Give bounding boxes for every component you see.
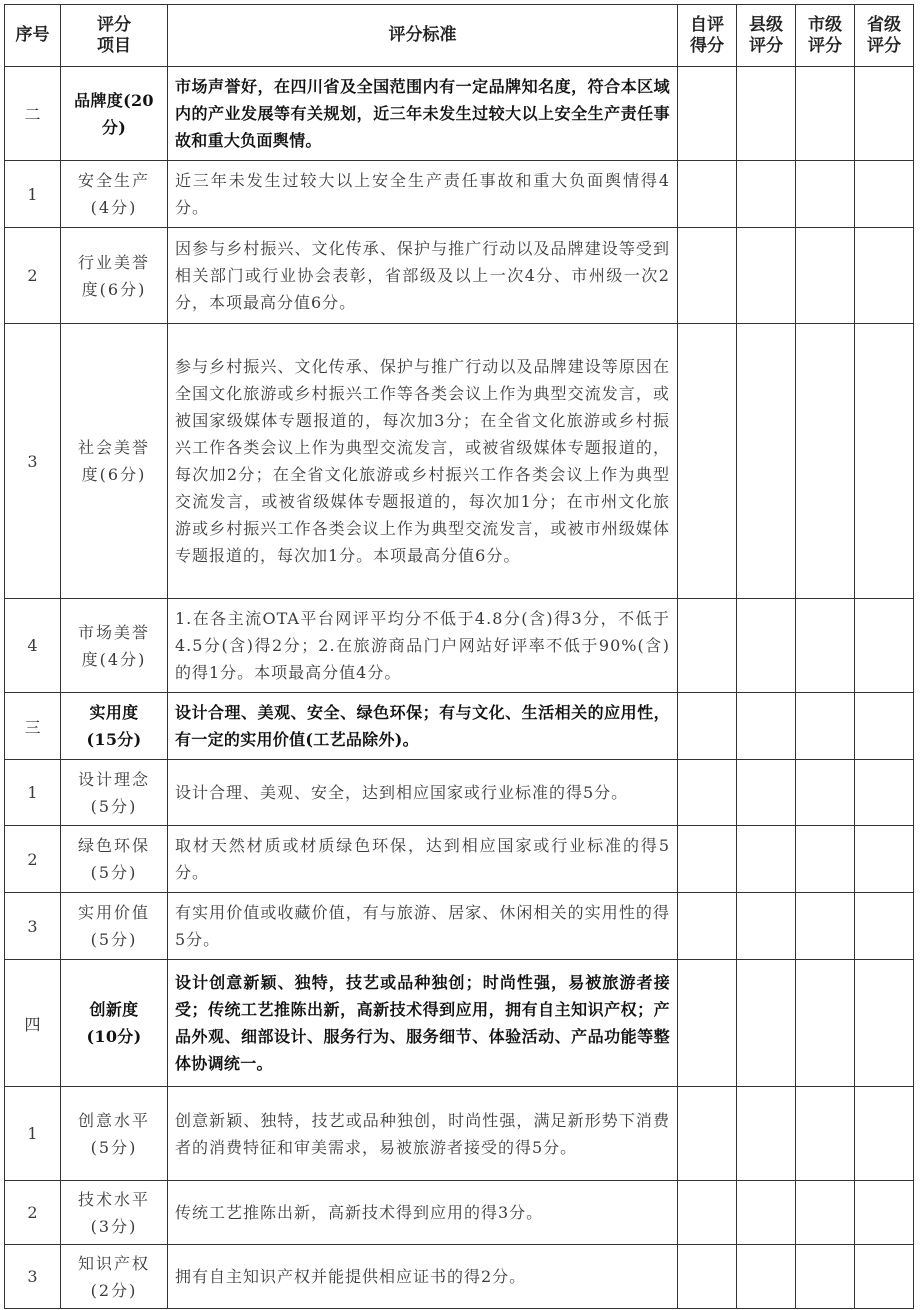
province-score-cell[interactable]	[855, 1245, 914, 1309]
row-item: 市场美誉 度(4分)	[61, 599, 168, 693]
row-item: 绿色环保 (5分)	[61, 826, 168, 893]
row-criteria: 创意新颖、独特，技艺或品种独创，时尚性强，满足新形势下消费者的消费特征和审美需求，易被旅游者接受的得5分。	[168, 1087, 678, 1181]
row-criteria: 设计合理、美观、安全、绿色环保；有与文化、生活相关的应用性，有一定的实用价值(工艺品除外)。	[168, 693, 678, 760]
row-criteria: 设计创意新颖、独特，技艺或品种独创；时尚性强，易被旅游者接受；传统工艺推陈出新，高新技术得到应用，拥有自主知识产权；产品外观、细部设计、服务行为、服务细节、体验活动、产品功能等整体协调统一。	[168, 960, 678, 1087]
row-criteria: 1.在各主流OTA平台网评平均分不低于4.8分(含)得3分，不低于4.5分(含)得2分；2.在旅游商品门户网站好评率不低于90%(含)的得1分。本项最高分值4分。	[168, 599, 678, 693]
table-row	[5, 1245, 914, 1309]
province-score-cell[interactable]	[855, 599, 914, 693]
self-score-cell[interactable]	[678, 1245, 737, 1309]
table-row	[5, 893, 914, 960]
header-self-score: 自评 得分	[678, 5, 737, 67]
table-row	[5, 1087, 914, 1181]
table-row	[5, 161, 914, 228]
county-score-cell[interactable]	[737, 960, 796, 1087]
row-criteria: 因参与乡村振兴、文化传承、保护与推广行动以及品牌建设等受到相关部门或行业协会表彰，省部级及以上一次4分、市州级一次2分，本项最高分值6分。	[168, 228, 678, 324]
province-score-cell[interactable]	[855, 324, 914, 599]
city-score-cell[interactable]	[796, 67, 855, 161]
self-score-cell[interactable]	[678, 1181, 737, 1245]
city-score-cell[interactable]	[796, 324, 855, 599]
row-item: 行业美誉 度(6分)	[61, 228, 168, 324]
row-item: 创意水平 (5分)	[61, 1087, 168, 1181]
row-index: 四	[5, 960, 61, 1087]
self-score-cell[interactable]	[678, 760, 737, 826]
row-criteria: 拥有自主知识产权并能提供相应证书的得2分。	[168, 1245, 678, 1309]
county-score-cell[interactable]	[737, 893, 796, 960]
row-criteria: 取材天然材质或材质绿色环保，达到相应国家或行业标准的得5分。	[168, 826, 678, 893]
scoring-table	[4, 4, 914, 1309]
table-header-row	[5, 5, 914, 67]
row-index: 1	[5, 161, 61, 228]
table-row	[5, 960, 914, 1087]
county-score-cell[interactable]	[737, 161, 796, 228]
row-index: 2	[5, 228, 61, 324]
row-index: 二	[5, 67, 61, 161]
header-item: 评分 项目	[61, 5, 168, 67]
province-score-cell[interactable]	[855, 1087, 914, 1181]
self-score-cell[interactable]	[678, 599, 737, 693]
province-score-cell[interactable]	[855, 67, 914, 161]
county-score-cell[interactable]	[737, 1087, 796, 1181]
table-row	[5, 324, 914, 599]
table-row	[5, 228, 914, 324]
row-item: 知识产权 (2分)	[61, 1245, 168, 1309]
city-score-cell[interactable]	[796, 893, 855, 960]
row-index: 4	[5, 599, 61, 693]
row-item: 创新度 (10分)	[61, 960, 168, 1087]
county-score-cell[interactable]	[737, 324, 796, 599]
city-score-cell[interactable]	[796, 693, 855, 760]
city-score-cell[interactable]	[796, 760, 855, 826]
county-score-cell[interactable]	[737, 228, 796, 324]
row-criteria: 近三年未发生过较大以上安全生产责任事故和重大负面舆情得4分。	[168, 161, 678, 228]
county-score-cell[interactable]	[737, 599, 796, 693]
self-score-cell[interactable]	[678, 1087, 737, 1181]
row-item: 设计理念 (5分)	[61, 760, 168, 826]
row-criteria: 设计合理、美观、安全，达到相应国家或行业标准的得5分。	[168, 760, 678, 826]
county-score-cell[interactable]	[737, 67, 796, 161]
province-score-cell[interactable]	[855, 826, 914, 893]
row-item: 安全生产 (4分)	[61, 161, 168, 228]
table-row	[5, 760, 914, 826]
row-item: 实用价值 (5分)	[61, 893, 168, 960]
row-criteria: 参与乡村振兴、文化传承、保护与推广行动以及品牌建设等原因在全国文化旅游或乡村振兴工作等各类会议上作为典型交流发言，或被国家级媒体专题报道的，每次加3分；在全省文化旅游或乡村振兴工作各类会议上作为典型交流发言，或被省级媒体专题报道的，每次加2分；在全省文化旅游或乡村振兴工作各类会议上作为典型交流发言，或被省级媒体专题报道的，每次加1分；在市州文化旅游或乡村振兴工作各类会议上作为典型交流发言，或被市州级媒体专题报道的，每次加1分。本项最高分值6分。	[168, 324, 678, 599]
self-score-cell[interactable]	[678, 960, 737, 1087]
county-score-cell[interactable]	[737, 1245, 796, 1309]
table-row	[5, 826, 914, 893]
row-index: 1	[5, 760, 61, 826]
self-score-cell[interactable]	[678, 826, 737, 893]
row-criteria: 有实用价值或收藏价值，有与旅游、居家、休闲相关的实用性的得5分。	[168, 893, 678, 960]
city-score-cell[interactable]	[796, 826, 855, 893]
self-score-cell[interactable]	[678, 693, 737, 760]
row-item: 品牌度(20分)	[61, 67, 168, 161]
table-row	[5, 1181, 914, 1245]
province-score-cell[interactable]	[855, 1181, 914, 1245]
city-score-cell[interactable]	[796, 1245, 855, 1309]
county-score-cell[interactable]	[737, 760, 796, 826]
city-score-cell[interactable]	[796, 228, 855, 324]
self-score-cell[interactable]	[678, 67, 737, 161]
row-index: 3	[5, 893, 61, 960]
self-score-cell[interactable]	[678, 893, 737, 960]
row-criteria: 市场声誉好，在四川省及全国范围内有一定品牌知名度，符合本区域内的产业发展等有关规划，近三年未发生过较大以上安全生产责任事故和重大负面舆情。	[168, 67, 678, 161]
province-score-cell[interactable]	[855, 228, 914, 324]
row-item: 实用度 (15分)	[61, 693, 168, 760]
city-score-cell[interactable]	[796, 161, 855, 228]
row-item: 社会美誉 度(6分)	[61, 324, 168, 599]
row-index: 3	[5, 1245, 61, 1309]
county-score-cell[interactable]	[737, 693, 796, 760]
county-score-cell[interactable]	[737, 826, 796, 893]
city-score-cell[interactable]	[796, 960, 855, 1087]
city-score-cell[interactable]	[796, 1181, 855, 1245]
city-score-cell[interactable]	[796, 1087, 855, 1181]
row-index: 三	[5, 693, 61, 760]
header-province-score: 省级 评分	[855, 5, 914, 67]
header-index: 序号	[5, 5, 61, 67]
row-index: 2	[5, 1181, 61, 1245]
self-score-cell[interactable]	[678, 228, 737, 324]
city-score-cell[interactable]	[796, 599, 855, 693]
province-score-cell[interactable]	[855, 161, 914, 228]
header-city-score: 市级 评分	[796, 5, 855, 67]
self-score-cell[interactable]	[678, 161, 737, 228]
row-index: 3	[5, 324, 61, 599]
row-item: 技术水平 (3分)	[61, 1181, 168, 1245]
province-score-cell[interactable]	[855, 893, 914, 960]
row-criteria: 传统工艺推陈出新，高新技术得到应用的得3分。	[168, 1181, 678, 1245]
row-index: 2	[5, 826, 61, 893]
table-row	[5, 599, 914, 693]
province-score-cell[interactable]	[855, 760, 914, 826]
table-row	[5, 693, 914, 760]
header-criteria: 评分标准	[168, 5, 678, 67]
province-score-cell[interactable]	[855, 960, 914, 1087]
county-score-cell[interactable]	[737, 1181, 796, 1245]
row-index: 1	[5, 1087, 61, 1181]
province-score-cell[interactable]	[855, 693, 914, 760]
self-score-cell[interactable]	[678, 324, 737, 599]
table-row	[5, 67, 914, 161]
header-county-score: 县级 评分	[737, 5, 796, 67]
